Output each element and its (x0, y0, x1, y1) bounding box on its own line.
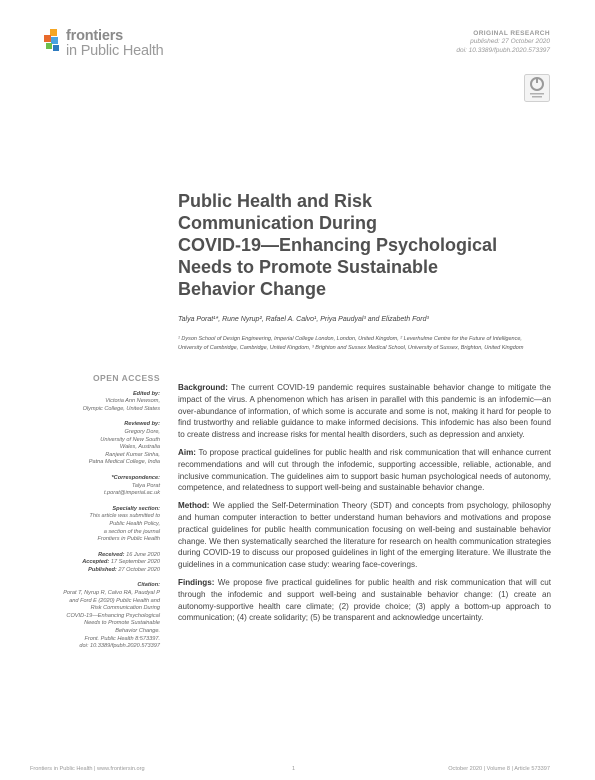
published-date: published: 27 October 2020 (470, 38, 550, 45)
published-row (32, 567, 160, 575)
abstract-method (178, 500, 551, 571)
citation-line: COVID-19—Enhancing Psychological (66, 612, 160, 619)
received-row (32, 552, 160, 560)
findings-label: Findings: (178, 577, 215, 587)
title-line: Needs to Promote Sustainable (178, 257, 439, 277)
citation-line[interactable]: doi: 10.3389/fpubh.2020.573397 (79, 643, 160, 650)
footer-issue-info: October 2020 | Volume 8 | Article 573397 (448, 766, 550, 772)
reviewer-line: University of New South (100, 436, 160, 443)
article-type: ORIGINAL RESEARCH (473, 30, 550, 37)
citation-line: Behavior Change. (115, 628, 160, 635)
aim-label: Aim: (178, 447, 196, 457)
abstract-findings (178, 577, 551, 624)
affiliations: ¹ Dyson School of Design Engineering, Imperial College London, London, United Kingdom, ² Leverhulme Centre for the Future of Intelligence, University of Cambridge, Cambridge, United Kingdom, ³ Brighton and Sussex Medical School, University of Sussex, Brighton, United Kingdom (178, 336, 524, 351)
specialty-line: This article was submitted to (89, 513, 160, 520)
accepted-label: Accepted: (82, 559, 110, 566)
article-doi[interactable]: doi: 10.3389/fpubh.2020.573397 (456, 47, 550, 54)
aim-text: To propose practical guidelines for public health and risk communication that will enhance current recommendations and will cut through the infodemic, supporting accessible, reliable, actionable, and inclusive communication. The guidelines aim to support basic human psychological needs of autonomy, competence, and relatedness to support well-being and sustainable behavior change. (178, 447, 551, 493)
reviewer-line: Gregory Dore, (124, 428, 160, 435)
open-access-label: OPEN ACCESS (92, 373, 160, 383)
abstract-background (178, 382, 551, 441)
title-line: Behavior Change (178, 279, 327, 299)
method-label: Method: (178, 501, 210, 511)
correspondence-name: Talya Porat (131, 482, 160, 489)
editor-name: Victoria Ann Newsom, (105, 398, 160, 405)
specialty-line: a section of the journal (103, 528, 160, 535)
brand-name: frontiers (66, 28, 124, 44)
page-number: 1 (292, 766, 296, 772)
reviewer-line: Wales, Australia (119, 444, 160, 451)
accepted-date: 17 September 2020 (110, 559, 160, 566)
accepted-row (32, 559, 160, 567)
received-label: Received: (98, 551, 125, 558)
check-for-updates-badge[interactable] (524, 74, 550, 102)
editor-affiliation: Olympic College, United States (82, 405, 160, 412)
title-line: Public Health and Risk (178, 191, 373, 211)
reviewer-line: Patna Medical College, India (88, 459, 160, 466)
reviewed-by-label: Reviewed by: (124, 421, 160, 428)
journal-logo (44, 26, 224, 60)
correspondence-label: *Correspondence: (111, 474, 160, 481)
background-label: Background: (178, 383, 228, 392)
background-text: The current COVID-19 pandemic requires sustainable behavior change to mitigate the impact of the virus. A phenomenon which has arisen in parallel with this pandemic is an infodemic—an over-abundance of information, of which some is accurate and some is not, making it hard for people to find trustworthy and reliable guidance to make informed decisions. This infodemic has also been found to create distress and increase risks for mental health disorders, such as depression and anxiety. (178, 383, 551, 440)
citation-label: Citation: (137, 582, 160, 589)
specialty-label: Specialty section: (112, 505, 160, 512)
correspondence-email[interactable]: t.porat@imperial.ac.uk (103, 490, 160, 497)
article-meta (350, 30, 550, 55)
findings-text: We propose five practical guidelines for public health and risk communication that will cut through the infodemic and support well-being and sustainable behavior change: (1) create an autonomy-supportive health care climate; (2) provide choice; (3) apply a bottom-up approach to communication; (4) create solidarity; (5) be transparent and acknowledge uncertainty. (178, 577, 551, 623)
citation-line: Porat T, Nyrup R, Calvo RA, Paudyal P (63, 590, 160, 597)
check-updates-icon (524, 74, 550, 102)
article-title (178, 190, 558, 300)
article-info-sidebar (32, 375, 160, 651)
citation-line: Risk Communication During (90, 605, 160, 612)
specialty-line: Public Health Policy, (109, 520, 160, 527)
citation-line: and Ford E (2020) Public Health and (69, 597, 160, 604)
specialty-line: Frontiers in Public Health (97, 536, 160, 543)
citation-line: Needs to Promote Sustainable (84, 620, 160, 627)
citation-line: Front. Public Health 8:573397. (84, 635, 160, 642)
abstract-aim (178, 447, 551, 494)
author-list: Talya Porat¹*, Rune Nyrup², Rafael A. Calvo¹, Priya Paudyal³ and Elizabeth Ford³ (178, 316, 429, 323)
received-date: 16 June 2020 (126, 551, 160, 558)
edited-by-label: Edited by: (132, 390, 160, 397)
brand-journal: in Public Health (66, 43, 164, 59)
title-line: Communication During (178, 213, 377, 233)
published-date-side: 27 October 2020 (118, 566, 160, 573)
frontiers-logo-icon (44, 29, 64, 55)
title-line: COVID-19—Enhancing Psychological (178, 235, 498, 255)
footer-journal-link[interactable]: Frontiers in Public Health | www.frontiersin.org (30, 766, 145, 772)
reviewer-line: Ranjeet Kumar Sinha, (105, 451, 160, 458)
abstract (178, 382, 551, 630)
method-text: We applied the Self-Determination Theory (SDT) and concepts from psychology, philosophy and human computer interaction to better understand human behaviors and motivations and propose practical guidelines for public health communication focusing on well-being and sustainable behavior change. We then systematically searched the literature for research on health communication strategies during COVID-19 to discuss our proposed guidelines in light of the emerging literature. We illustrate the guidelines in a communication case study: wearing face-coverings. (178, 501, 551, 570)
published-label: Published: (88, 566, 117, 573)
